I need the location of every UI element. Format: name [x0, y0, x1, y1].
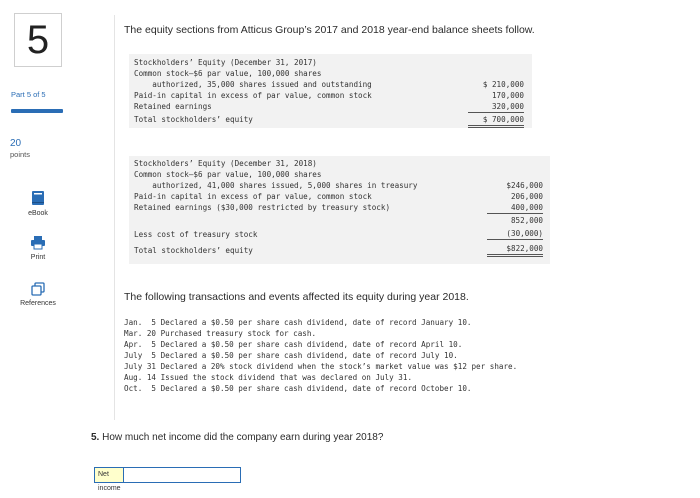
- table-row-label: Total stockholders’ equity: [134, 115, 253, 124]
- table-row-label: authorized, 35,000 shares issued and outstanding: [134, 80, 372, 89]
- print-button[interactable]: [14, 235, 62, 261]
- table-row-amount: 852,000: [510, 216, 543, 225]
- points-label: points: [10, 150, 31, 159]
- book-icon: [31, 190, 45, 206]
- printer-icon: [30, 235, 46, 250]
- table-title: Stockholders’ Equity (December 31, 2018): [134, 159, 317, 168]
- table-row-label: Paid-in capital in excess of par value, common stock: [134, 192, 372, 201]
- table-row-amount: $ 700,000: [468, 114, 524, 128]
- answer-row: [94, 467, 241, 492]
- table-row-amount: 400,000: [487, 202, 543, 214]
- intro-text: The equity sections from Atticus Group’s 2017 and 2018 year-end balance sheets follow.: [124, 24, 535, 36]
- question-number-label: 5.: [91, 432, 100, 443]
- table-row-label: authorized, 41,000 shares issued, 5,000 shares in treasury: [134, 181, 418, 190]
- ebook-button[interactable]: [14, 190, 62, 217]
- events-title: The following transactions and events affected its equity during year 2018.: [124, 291, 469, 303]
- equity-table-2017: [129, 54, 532, 128]
- net-income-input[interactable]: [124, 468, 240, 482]
- part-label: Part 5 of 5: [11, 90, 46, 99]
- table-row-amount: 170,000: [491, 91, 524, 100]
- table-row-label: Retained earnings ($30,000 restricted by treasury stock): [134, 203, 391, 212]
- part-progress-bar: [11, 109, 63, 113]
- references-button[interactable]: [14, 282, 62, 307]
- net-income-label: Net income: [95, 468, 124, 482]
- list-item: July 31 Declared a 20% stock dividend when the stock’s market value was $12 per share.: [124, 362, 518, 371]
- divider: [114, 15, 115, 420]
- table-row-label: Retained earnings: [134, 102, 212, 111]
- question-text: How much net income did the company earn during year 2018?: [102, 432, 384, 443]
- table-row-amount: $ 210,000: [482, 80, 524, 89]
- table-row-label: Common stock—$6 par value, 100,000 shares: [134, 69, 322, 78]
- list-item: Aug. 14 Issued the stock dividend that was declared on July 31.: [124, 373, 413, 382]
- table-row-amount: $822,000: [487, 243, 543, 257]
- points-value: 20: [10, 138, 22, 149]
- references-label: References: [20, 300, 56, 307]
- table-row-label: Total stockholders’ equity: [134, 246, 253, 255]
- list-item: Oct. 5 Declared a $0.50 per share cash dividend, date of record October 10.: [124, 384, 472, 393]
- question-prompt: [91, 432, 383, 443]
- table-title: Stockholders’ Equity (December 31, 2017): [134, 58, 317, 67]
- table-row-amount: (30,000): [487, 228, 543, 240]
- equity-table-2018: [129, 156, 550, 264]
- list-item: Jan. 5 Declared a $0.50 per share cash dividend, date of record January 10.: [124, 318, 472, 327]
- list-item: Mar. 20 Purchased treasury stock for cash.: [124, 329, 317, 338]
- table-row-amount: 320,000: [468, 101, 524, 113]
- events-list: [124, 317, 517, 394]
- table-row-label: Paid-in capital in excess of par value, common stock: [134, 91, 372, 100]
- list-item: July 5 Declared a $0.50 per share cash dividend, date of record July 10.: [124, 351, 458, 360]
- question-number: 5: [14, 13, 62, 67]
- copy-icon: [31, 282, 45, 296]
- print-label: Print: [30, 254, 46, 261]
- ebook-label: eBook: [28, 210, 48, 217]
- sidebar: [0, 0, 72, 498]
- list-item: Apr. 5 Declared a $0.50 per share cash dividend, date of record April 10.: [124, 340, 463, 349]
- table-row-label: Less cost of treasury stock: [134, 230, 258, 239]
- table-row-label: Common stock—$6 par value, 100,000 shares: [134, 170, 322, 179]
- table-row-amount: $246,000: [506, 181, 543, 190]
- table-row-amount: 206,000: [510, 192, 543, 201]
